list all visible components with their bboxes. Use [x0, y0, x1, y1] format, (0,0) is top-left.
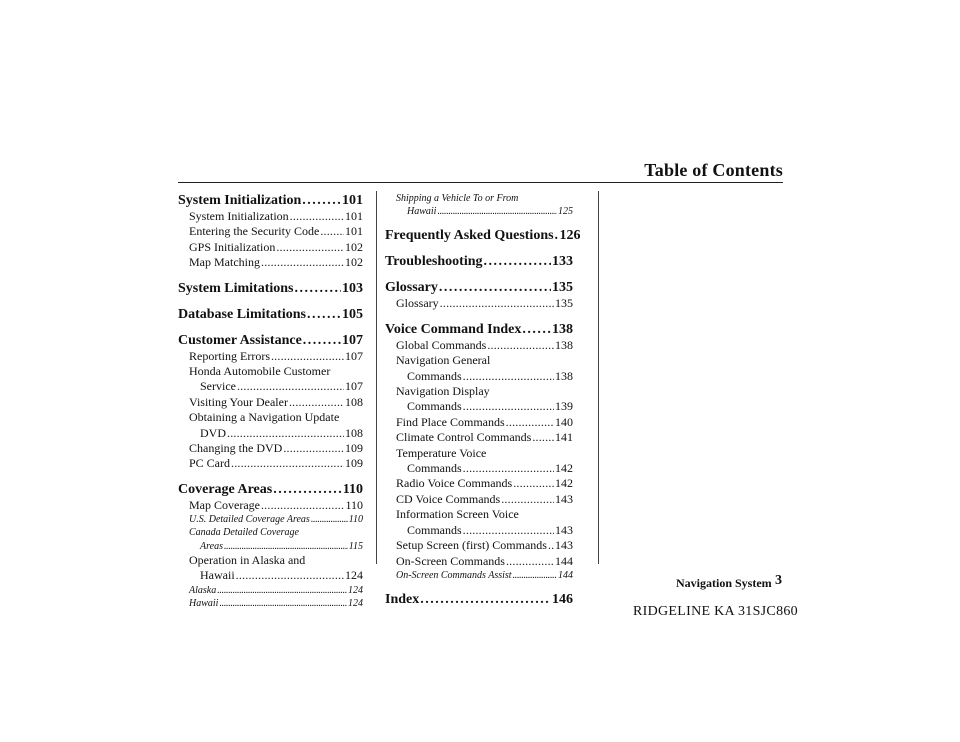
toc-entry-label-continued: Hawaii: [200, 568, 235, 583]
toc-page-number: 110: [345, 497, 363, 512]
toc-page-number: 110: [348, 514, 363, 526]
dot-leader: [463, 461, 554, 476]
dot-leader: [261, 255, 344, 270]
column-divider: [376, 191, 377, 564]
toc-entry-label-continued: Commands: [407, 522, 462, 537]
toc-entry[interactable]: [178, 553, 363, 584]
toc-entry-line: [396, 205, 573, 218]
dot-leader: [295, 280, 342, 297]
toc-page-number: 126: [559, 228, 581, 244]
toc-page-number: 107: [342, 332, 363, 348]
toc-entry[interactable]: [385, 227, 581, 244]
toc-entry-label: Map Coverage: [189, 497, 260, 512]
footer-section-label: Navigation System: [676, 576, 772, 590]
toc-entry-line: [178, 192, 363, 209]
toc-page-number: 143: [555, 522, 573, 537]
toc-entry-label: Hawaii: [189, 597, 219, 609]
toc-page-number: 105: [342, 306, 363, 322]
toc-page-number: 144: [555, 553, 573, 568]
toc-entry-line: [189, 441, 363, 456]
toc-entry-label: Visiting Your Dealer: [189, 394, 288, 409]
toc-entry[interactable]: [385, 415, 573, 430]
toc-entry-label: Navigation General: [396, 353, 491, 368]
toc-entry[interactable]: [385, 591, 573, 608]
toc-entry[interactable]: [178, 224, 363, 239]
toc-entry-line: [385, 227, 581, 244]
dot-leader: [484, 253, 551, 270]
toc-entry-label-continued: Commands: [407, 399, 462, 414]
dot-leader: [420, 591, 551, 608]
toc-entry[interactable]: [178, 240, 363, 255]
toc-page-number: 138: [555, 368, 573, 383]
toc-page-number: 101: [342, 193, 363, 208]
toc-entry-line: [189, 395, 363, 410]
toc-entry-label: System Initialization: [178, 193, 302, 208]
footer-page-number: 3: [775, 573, 782, 588]
toc-entry-line: [189, 255, 363, 270]
toc-entry-label: Frequently Asked Questions: [385, 228, 554, 244]
dot-leader: [283, 441, 344, 456]
toc-entry[interactable]: [385, 384, 573, 415]
dot-leader: [506, 415, 554, 430]
toc-entry-label: PC Card: [189, 456, 231, 471]
toc-entry-line: [396, 492, 573, 507]
toc-page-number: 108: [345, 394, 363, 409]
toc-entry[interactable]: [178, 441, 363, 456]
toc-entry[interactable]: [178, 481, 363, 498]
toc-entry-label: Changing the DVD: [189, 441, 283, 456]
toc-entry[interactable]: [385, 279, 573, 296]
dot-leader: [290, 209, 344, 224]
toc-entry-label: Canada Detailed Coverage: [189, 527, 299, 539]
toc-entry[interactable]: [385, 296, 573, 311]
toc-entry-line: [189, 240, 363, 255]
toc-entry-label: U.S. Detailed Coverage Areas: [189, 514, 310, 526]
toc-entry-label-continued: Hawaii: [407, 206, 437, 218]
dot-leader: [311, 513, 348, 526]
toc-page-number: 110: [342, 481, 363, 497]
toc-entry-label-continued: Areas: [200, 540, 223, 552]
dot-leader: [487, 338, 554, 353]
toc-entry-line: [189, 209, 363, 224]
toc-entry-line: [396, 569, 573, 582]
toc-page-number: 140: [555, 414, 573, 429]
toc-entry-line: [189, 426, 363, 441]
toc-entry-line: [385, 253, 573, 270]
toc-entry[interactable]: [385, 446, 573, 477]
toc-page-number: 124: [348, 584, 363, 596]
toc-entry-label: Alaska: [189, 584, 217, 596]
toc-entry-label: Reporting Errors: [189, 348, 270, 363]
toc-page-number: 109: [345, 456, 363, 471]
toc-page-number: 133: [552, 254, 573, 270]
toc-entry-line: [189, 513, 363, 526]
toc-entry-label: Troubleshooting: [385, 254, 483, 270]
dot-leader: [273, 481, 342, 498]
toc-entry[interactable]: [385, 353, 573, 384]
dot-leader: [532, 430, 554, 445]
toc-entry-label: CD Voice Commands: [396, 491, 501, 506]
dot-leader: [439, 279, 551, 296]
toc-entry[interactable]: [385, 492, 573, 507]
toc-entry-label: System Limitations: [178, 280, 294, 296]
toc-entry-line: [396, 415, 573, 430]
toc-entry-line: [189, 456, 363, 471]
toc-page-number: 144: [558, 569, 573, 581]
toc-entry[interactable]: [178, 209, 363, 224]
dot-leader: [555, 227, 559, 244]
toc-entry-line: [396, 296, 573, 311]
toc-entry[interactable]: [178, 410, 363, 441]
dot-leader: [513, 569, 557, 582]
toc-entry-line: [385, 591, 573, 608]
dot-leader: [463, 369, 554, 384]
dot-leader: [237, 379, 344, 394]
toc-entry-line: [396, 369, 573, 384]
toc-entry-line: [385, 279, 573, 296]
footer-code: RIDGELINE KA 31SJC860: [633, 604, 798, 619]
dot-leader: [224, 540, 348, 553]
toc-page-number: 102: [345, 255, 363, 270]
toc-entry-label: GPS Initialization: [189, 239, 276, 254]
toc-entry-label-continued: Service: [200, 379, 236, 394]
toc-entry-label: Shipping a Vehicle To or From: [396, 193, 519, 204]
toc-entry-line: [178, 332, 363, 349]
toc-page-number: 101: [345, 209, 363, 223]
toc-entry-line: [396, 523, 573, 538]
dot-leader: [320, 224, 344, 239]
header-rule: [178, 182, 783, 183]
toc-entry[interactable]: [178, 255, 363, 270]
toc-entry-line: [396, 399, 573, 414]
toc-page-number: 103: [342, 280, 363, 296]
toc-page-number: 143: [555, 538, 573, 553]
toc-page-number: 143: [555, 491, 573, 506]
toc-entry-line: [189, 568, 363, 583]
toc-entry-label: Index: [385, 592, 420, 608]
dot-leader: [440, 296, 554, 311]
toc-page-number: 124: [348, 597, 363, 609]
toc-entry[interactable]: [178, 526, 363, 552]
dot-leader: [219, 597, 347, 610]
toc-entry-label-continued: Commands: [407, 368, 462, 383]
toc-entry-label-continued: Commands: [407, 461, 462, 476]
toc-page-number: 102: [345, 239, 363, 254]
toc-entry[interactable]: [178, 513, 363, 526]
toc-right-column: [385, 192, 581, 608]
toc-page-number: 138: [552, 321, 573, 337]
toc-entry-line: [189, 498, 363, 513]
dot-leader: [236, 568, 344, 583]
toc-entry[interactable]: [385, 430, 573, 445]
toc-page-number: 141: [555, 430, 573, 445]
toc-entry-label: Customer Assistance: [178, 332, 302, 348]
column-divider-right: [598, 191, 599, 564]
toc-entry-label: Radio Voice Commands: [396, 476, 513, 491]
toc-entry-label: Coverage Areas: [178, 481, 273, 497]
toc-entry-label: Setup Screen (first) Commands: [396, 538, 547, 553]
toc-entry-label: Climate Control Commands: [396, 430, 532, 445]
toc-entry-label: On-Screen Commands Assist: [396, 569, 512, 581]
dot-leader: [261, 498, 344, 513]
toc-entry[interactable]: [178, 192, 363, 209]
toc-entry-line: [396, 538, 573, 553]
dot-leader: [513, 476, 554, 491]
toc-left-column: [178, 192, 363, 610]
toc-entry-label: Database Limitations: [178, 306, 306, 322]
toc-entry[interactable]: [385, 253, 573, 270]
toc-entry[interactable]: [178, 306, 363, 323]
toc-entry-label: Obtaining a Navigation Update: [189, 410, 340, 425]
toc-entry-label-continued: DVD: [200, 425, 226, 440]
toc-entry-label: On-Screen Commands: [396, 553, 505, 568]
toc-entry[interactable]: [178, 364, 363, 395]
toc-page-number: 115: [348, 540, 363, 552]
toc-entry-line: [396, 554, 573, 569]
dot-leader: [303, 332, 341, 349]
toc-entry[interactable]: [385, 538, 573, 553]
toc-page-number: 138: [555, 337, 573, 352]
toc-page-number: 142: [555, 461, 573, 476]
toc-entry-label: Operation in Alaska and: [189, 552, 306, 567]
toc-page-number: 146: [552, 592, 573, 608]
toc-entry-label: Temperature Voice: [396, 445, 487, 460]
toc-entry-label: System Initialization: [189, 209, 289, 223]
toc-entry[interactable]: [385, 338, 573, 353]
toc-page-number: 109: [345, 441, 363, 456]
toc-entry-line: [189, 349, 363, 364]
dot-leader: [307, 306, 341, 323]
toc-entry[interactable]: [385, 554, 573, 569]
toc-entry-line: [189, 584, 363, 597]
toc-entry-label: Entering the Security Code: [189, 224, 320, 239]
toc-entry[interactable]: [178, 456, 363, 471]
dot-leader: [437, 205, 557, 218]
toc-entry-label: Glossary: [396, 296, 439, 311]
toc-entry[interactable]: [385, 321, 573, 338]
toc-entry[interactable]: [178, 498, 363, 513]
toc-page-number: 135: [555, 296, 573, 311]
toc-entry-line: [396, 338, 573, 353]
toc-entry-label: Find Place Commands: [396, 414, 505, 429]
toc-entry-line: [189, 379, 363, 394]
toc-entry-line: [189, 597, 363, 610]
dot-leader: [463, 399, 554, 414]
dot-leader: [302, 192, 341, 209]
toc-entry-line: [178, 306, 363, 323]
toc-entry[interactable]: [385, 476, 573, 491]
toc-entry[interactable]: [178, 395, 363, 410]
toc-entry-line: [189, 224, 363, 239]
toc-entry[interactable]: [178, 597, 363, 610]
toc-entry-line: [189, 540, 363, 553]
dot-leader: [276, 240, 344, 255]
toc-entry-line: [396, 476, 573, 491]
toc-entry[interactable]: [178, 280, 363, 297]
toc-page-number: 142: [555, 476, 573, 491]
toc-page-number: 107: [345, 379, 363, 394]
dot-leader: [217, 584, 347, 597]
toc-entry-line: [178, 481, 363, 498]
dot-leader: [522, 321, 551, 338]
toc-entry[interactable]: [385, 192, 573, 218]
toc-entry-line: [178, 280, 363, 297]
dot-leader: [463, 523, 554, 538]
toc-entry-line: [385, 321, 573, 338]
toc-entry-label: Glossary: [385, 280, 438, 296]
toc-entry[interactable]: [178, 332, 363, 349]
toc-entry-line: [396, 461, 573, 476]
toc-page-number: 108: [345, 425, 363, 440]
toc-page-number: 107: [345, 348, 363, 363]
dot-leader: [501, 492, 554, 507]
dot-leader: [289, 395, 344, 410]
toc-page-number: 101: [345, 224, 363, 239]
toc-entry-label: Map Matching: [189, 255, 260, 270]
toc-page-number: 125: [558, 206, 573, 218]
toc-entry-line: [396, 430, 573, 445]
toc-page-number: 124: [345, 568, 363, 583]
toc-entry[interactable]: [178, 584, 363, 597]
toc-page-number: 139: [555, 399, 573, 414]
toc-entry[interactable]: [385, 507, 573, 538]
dot-leader: [271, 349, 344, 364]
toc-entry-label: Honda Automobile Customer: [189, 364, 331, 379]
toc-page-number: 135: [552, 280, 573, 296]
toc-entry-label: Information Screen Voice: [396, 507, 519, 522]
toc-entry-label: Global Commands: [396, 337, 487, 352]
dot-leader: [231, 456, 344, 471]
toc-entry-label: Voice Command Index: [385, 321, 522, 337]
dot-leader: [506, 554, 554, 569]
page-title: Table of Contents: [644, 160, 783, 180]
dot-leader: [548, 538, 554, 553]
toc-entry[interactable]: [178, 349, 363, 364]
toc-entry[interactable]: [385, 569, 573, 582]
dot-leader: [227, 426, 344, 441]
toc-entry-label: Navigation Display: [396, 384, 490, 399]
